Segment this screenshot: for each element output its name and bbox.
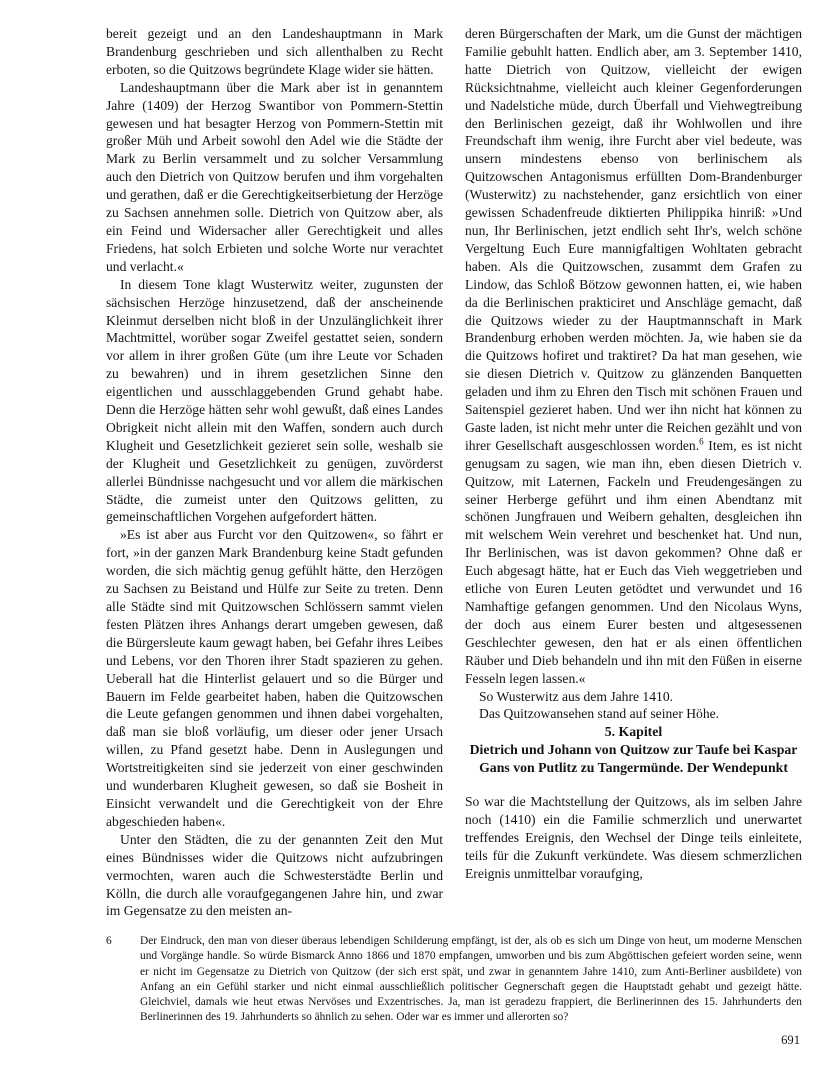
- book-page: [106, 25, 802, 1048]
- paragraph: [465, 25, 802, 688]
- paragraph: Unter den Städten, die zu der genannten Zeit den Mut eines Bündnisses wider die Quitzows nicht aufzubringen vermochten, waren auch die Schwesterstädte Berlin und Kölln, die durch alle voraufgegangenen Jahre hin, und zwar im Gegensatze zu den meisten an-: [106, 831, 443, 919]
- footnote: [106, 934, 802, 1026]
- paragraph: So Wusterwitz aus dem Jahre 1410.: [479, 688, 674, 704]
- paragraph-text: Item, es ist nicht genugsam zu sagen, wie man ihn, eben diesen Dietrich v. Quitzow, mit Laternen, Fackeln und Freudengesängen zu seiner Herberge geführt und ihm einen Abendtanz mit schönen Jungfrauen und Weibern gehalten, desgleichen ihn mit welschem Wein verehret und beschenket hat. Und nun, Ihr Berlinischen, was ist davon gekommen? Ohne daß er Euch abgesagt hätte, hat er Euch das Vieh weggetrieben und etliche von Euren Leuten getödtet und verwundet und 16 Namhaftige gefangen genommen. Und den Nicolaus Wyns, der doch aus einem Eurer besten und altgesessenen Geschlechter gewesen, den hat er als einen öffentlichen Räuber und Dieb behandeln und ihn mit den Füßen in eiserne Fesseln legen lassen.«: [465, 437, 802, 686]
- paragraph: So war die Machtstellung der Quitzows, als im selben Jahre noch (1410) ein die Familie schmerzlich und unerwartet treffendes Ereignis, den Wechsel der Dinge teils einleitete, teils für die Zukunft verkündete. Was diesem schmerzlichen Ereignis unmittelbar voraufging,: [465, 794, 802, 882]
- paragraph-text: deren Bürgerschaften der Mark, um die Gunst der mächtigen Familie gebuhlt hatten. Endlich aber, am 3. September 1410, hatte Dietrich von Quitzow, vielleicht der ewigen Rücksichtnahme, vielleicht auch kleiner Gegenforderungen und Nadelstiche müde, durch Überfall und Viehwegtreibung den Berlinischen gezeigt, daß ihr Wohlwollen und ihre Freundschaft ihm wenig, ihre Furcht aber viel bedeute, was unsern mindestens ebenso von berlinischem als Quitzowschen Antagonismus erfüllten Dom-Brandenburger (Wusterwitz) zu nachstehender, ganz ersichtlich von einer gewissen Schadenfreude diktierten Philippika hinriß: »Und nun, Ihr Berlinischen, jetzt endlich seht Ihr's, welch schöne Vergeltung Euch Eure mannigfaltigen Wohltaten gebracht haben. Als die Quitzowschen, zusammt dem Grafen zu Lindow, das Schloß Bötzow gewonnen hatten, ei, wie haben da die Berlinischen prakticiret und Anschläge gemacht, daß die Quitzows wieder zu der Hauptmannschaft in Mark Brandenburg erhoben werden möchten. Ja, wie haben sie da die Quitzows hofiret und traktiret? Da hat man gesehen, wie sie diesen Dietrich v. Quitzow zu glänzenden Banquetten geladen und ihm zu Ehren den Tisch mit schönen Frauen und Saitenspiel gezieret haben. Und wer ihn nicht hat können zu Gaste laden, ist nicht mehr unter die Reichen gezählt und von ihrer Gesellschaft ausgeschlossen worden.: [465, 26, 802, 453]
- paragraph: »Es ist aber aus Furcht vor den Quitzowen«, so fährt er fort, »in der ganzen Mark Brandenburg keine Stadt gefunden worden, die sich mächtig genug gefühlt hätte, den Herzögen zu Sachsen zu Beistand und Hülfe zur Seite zu treten. Denn alle Städte sind mit Quitzowschen Schlössern sammt vielen festen Plätzen ihres Anhangs derart umgeben gewesen, daß die Bürgersleute kaum gewagt haben, bei Gefahr ihres Leibes und Lebens, vor den Thoren ihrer Stadt spazieren zu gehen. Ueberall hat die Hinterlist gelauert und so die Bürger und Bauern im Felde gearbeitet haben, haben die Quitzowschen die Leute gefangen genommen und ihnen dabei vorgehalten, daß man sie bloß vorläufig, um dieser oder jener Ursach willen, zu Pfand gesetzt habe. Denn in Auslegungen und Wortstreitigkeiten sind sie jederzeit von einer geschwinden und wunderbaren Klugheit gewesen, so daß sie Bosheit in Einsicht verwandelt und die Gerechtigkeit von der Ehre abgeschieden haben«.: [106, 527, 443, 829]
- footnote-reference: 6: [699, 436, 704, 447]
- chapter-title-heading: Dietrich und Johann von Quitzow zur Taufe bei Kaspar Gans von Putlitz zu Tangermünde. Der Wendepunkt: [469, 742, 798, 775]
- paragraph: bereit gezeigt und an den Landeshauptmann in Mark Brandenburg geschrieben und sich allenthalben zu Recht erboten, so die Quitzows begründete Klage wider sie hätten.: [106, 26, 443, 77]
- footnote-text: Der Eindruck, den man von dieser überaus lebendigen Schilderung empfängt, ist der, als ob es sich um Dinge von heut, um moderne Menschen und Vorgänge handle. So würde Bismarck Anno 1866 und 1870 empfangen, umworben und bis zum Abgöttischen gefeiert worden seine, wenn er nicht im Gegensatze zu Dietrich von Quitzow (der sich erst spät, und zwar in genanntem Jahre 1410, zum Anti-Berliner ausbildete) von Anfang an ein Gefühl starker und nicht einmal ausschließlich politischer Gegnerschaft gegen die Hauptstadt gehabt und gezeigt hätte. Gleichviel, damals wie heut etwas Nervöses und Exzentrisches. Ja, man ist geradezu frappiert, die Berlinerinnen des 15. Jahrhunderts den Berlinerinnen des 19. Jahrhunderts so ähnlich zu sehen. Oder war es immer und allerorten so?: [140, 935, 802, 1024]
- paragraph: Landeshauptmann über die Mark aber ist in genanntem Jahre (1409) der Herzog Swantibor von Pommern-Stettin gewesen und hat besagter Herzog von Pommern-Stettin mit großer Müh und Arbeit sowohl den Adel wie die Städte der Mark zu Berlin versammelt und zu solcher Versammlung auch den Dietrich von Quitzow berufen und ihm vorgehalten und gerathen, daß er die Gerechtigkeitserbietung der Herzöge zu Sachsen annehmen solle. Dietrich von Quitzow aber, als ein Feind und Widersacher aller Gerechtigkeit und alles Friedens, hat solch Erbieten und solche Worte nur verachtet und verlacht.«: [106, 79, 443, 274]
- chapter-number-heading: 5. Kapitel: [604, 724, 663, 740]
- footnote-marker: 6: [106, 935, 112, 947]
- paragraph: Das Quitzowansehen stand auf seiner Höhe.: [479, 706, 720, 722]
- paragraph: In diesem Tone klagt Wusterwitz weiter, zugunsten der sächsischen Herzöge hinzusetzend, daß der anscheinende Kleinmut derselben nicht bloß in der Unzulänglichkeit ihrer Machtmittel, worüber sogar Zweifel gestattet seien, sondern vor allem in ihrer großen Güte (um ihre Leute vor Schaden zu bewahren) und in ihrem gesetzlichen Sinne den eigentlichen und ausschlaggebenden Grund gehabt habe. Denn die Herzöge hätten sehr wohl gewußt, daß eines Landes Obrigkeit nicht allein mit den Waffen, sondern auch durch Klugheit und Gesetzlichkeit gezieret sein solle, weshalb sie der Klugheit und Gesetzlichkeit zu genügen, zuvörderst allerlei Bündnisse nachgesucht und vor allem die märkischen Städte, die zumeist unter den Quitzows gelitten, zu gemeinschaftlichen Vorgehen aufgefordert hätten.: [106, 276, 443, 525]
- page-number: 691: [781, 1032, 800, 1047]
- left-column: [106, 25, 443, 921]
- right-column: [465, 25, 802, 921]
- text-columns: [106, 25, 802, 921]
